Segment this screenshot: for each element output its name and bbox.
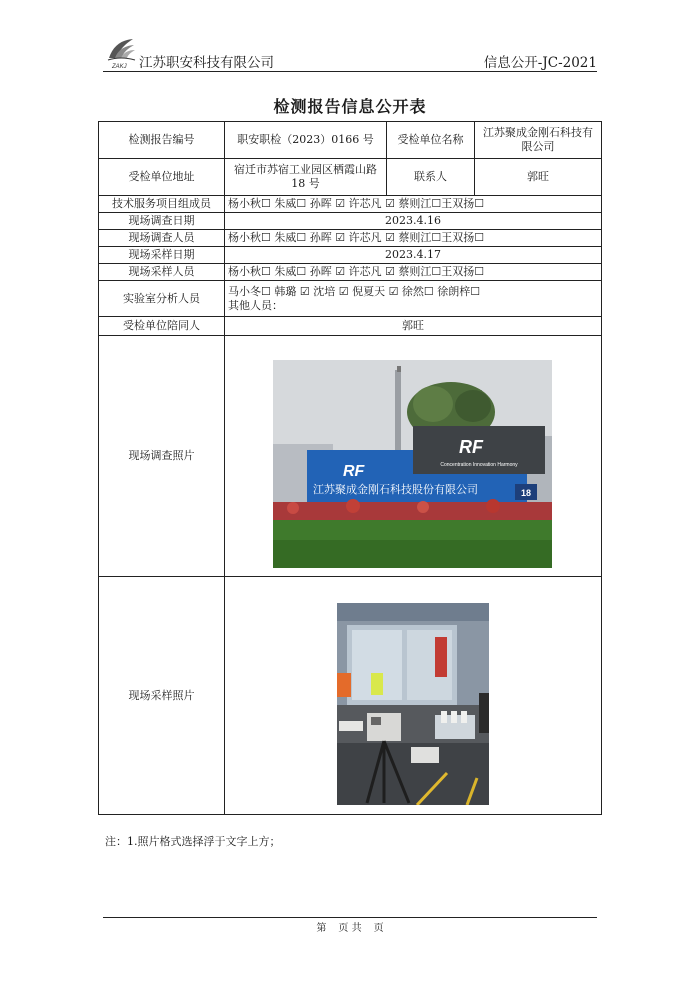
svg-text:Concentration Innovation Harmo: Concentration Innovation Harmony [440,462,518,468]
sample-photo [337,603,489,805]
contact-label: 联系人 [387,159,475,196]
table-row [99,577,602,815]
table-row [99,281,602,317]
page-number-suffix: 页 [373,923,384,934]
lab-label: 实验室分析人员 [99,281,225,317]
unit-name-label: 受检单位名称 [387,122,475,159]
page-title: 检测报告信息公开表 [273,97,427,116]
table-row [99,317,602,336]
table-row [99,230,602,247]
table-row [99,196,602,213]
sample-date-label: 现场采样日期 [99,247,225,264]
survey-staff-value: 杨小秋☐ 朱威☐ 孙晖 ☑ 许芯凡 ☑ 蔡则江☐王双扬☐ [225,230,602,247]
page-number-middle: 页 共 [338,923,362,934]
address-label: 受检单位地址 [99,159,225,196]
header-rule [103,71,597,72]
sample-photo-cell [225,577,602,815]
svg-text:江苏聚成金刚石科技股份有限公司: 江苏聚成金刚石科技股份有限公司 [313,483,478,496]
team-label: 技术服务项目组成员 [99,196,225,213]
survey-photo [273,360,552,568]
page-header [103,34,597,72]
survey-photo-label: 现场调查照片 [99,336,225,577]
escort-value: 郭旺 [225,317,602,336]
svg-text:RF: RF [343,463,365,480]
contact-value: 郭旺 [475,159,602,196]
report-no-label: 检测报告编号 [99,122,225,159]
survey-date-value: 2023.4.16 [225,213,602,230]
info-table [98,121,602,815]
address-value: 宿迁市苏宿工业园区栖霞山路 18 号 [225,159,387,196]
table-row [99,122,602,159]
table-row [99,213,602,230]
sample-staff-label: 现场采样人员 [99,264,225,281]
page-number-prefix: 第 [316,923,327,934]
team-value: 杨小秋☐ 朱威☐ 孙晖 ☑ 许芯凡 ☑ 蔡则江☐王双扬☐ [225,196,602,213]
lab-others-line: 其他人员： [228,298,283,312]
escort-label: 受检单位陪同人 [99,317,225,336]
lab-value [225,281,602,317]
sample-staff-value: 杨小秋☐ 朱威☐ 孙晖 ☑ 许芯凡 ☑ 蔡则江☐王双扬☐ [225,264,602,281]
svg-text:ZAKJ: ZAKJ [112,64,127,70]
table-row [99,264,602,281]
footer-rule [103,917,597,918]
sample-date-value: 2023.4.17 [225,247,602,264]
table-row [99,159,602,196]
photo-format-note: 注：1.照片格式选择浮于文字上方； [105,835,281,848]
table-row [99,336,602,577]
document-code: 信息公开-JC-2021 [483,55,597,71]
lab-staff-line: 马小冬☐ 韩璐 ☑ 沈培 ☑ 倪夏天 ☑ 徐然☐ 徐朗梓☐ [228,284,481,298]
page-number [0,919,700,934]
company-name: 江苏职安科技有限公司 [139,55,274,71]
report-no-value: 职安职检（2023）0166 号 [225,122,387,159]
svg-text:18: 18 [520,488,532,498]
table-row [99,247,602,264]
sample-photo-label: 现场采样照片 [99,577,225,815]
survey-date-label: 现场调查日期 [99,213,225,230]
company-logo [103,34,139,70]
svg-text:RF: RF [459,437,483,457]
survey-photo-cell [225,336,602,577]
survey-staff-label: 现场调查人员 [99,230,225,247]
unit-name-value: 江苏聚成金刚石科技有限公司 [475,122,602,159]
